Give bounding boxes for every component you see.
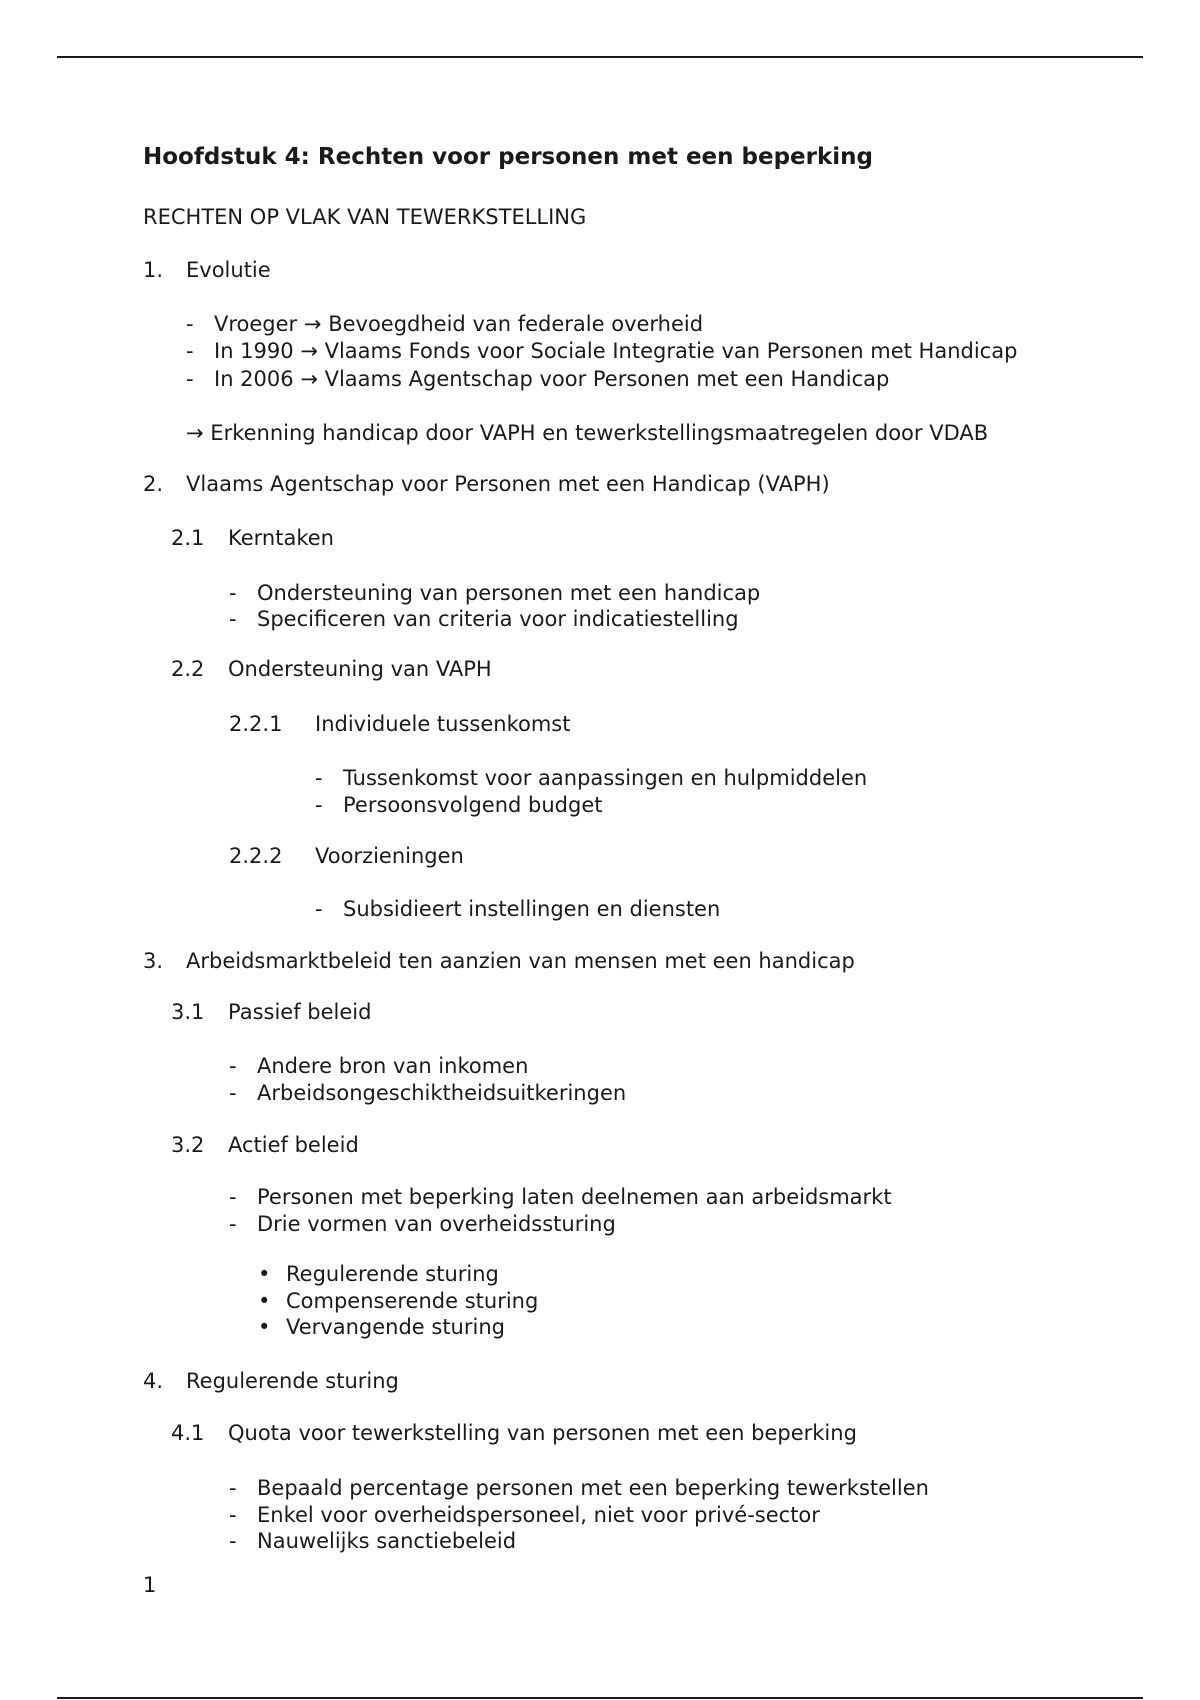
heading-text: Regulerende sturing <box>186 1369 399 1393</box>
bullet-icon: • <box>258 1315 271 1339</box>
heading-number: 3. <box>143 949 164 973</box>
heading-text: Voorzieningen <box>315 844 464 868</box>
dash-marker: - <box>229 581 237 605</box>
item-text: Ondersteuning van personen met een handicap <box>257 581 761 605</box>
list-item <box>229 1475 929 1501</box>
dash-marker: - <box>186 367 194 391</box>
item-pre: In 2006 <box>214 367 294 391</box>
dash-marker: - <box>186 312 194 336</box>
arrow-icon: → <box>186 421 204 445</box>
list-item <box>229 580 760 606</box>
list-item <box>229 1502 820 1528</box>
heading-text: Quota voor tewerkstelling van personen met een beperking <box>228 1421 857 1445</box>
item-text: Specificeren van criteria voor indicatiestelling <box>257 607 739 631</box>
item-text: Andere bron van inkomen <box>257 1054 529 1078</box>
heading-4-1 <box>171 1420 857 1446</box>
item-text: Nauwelijks sanctiebeleid <box>257 1529 517 1553</box>
arrow-icon: → <box>300 339 318 363</box>
heading-4 <box>143 1368 399 1394</box>
heading-number: 1. <box>143 258 164 282</box>
arrow-icon: → <box>300 367 318 391</box>
conclusion-text: Erkenning handicap door VAPH en tewerkstellingsmaatregelen door VDAB <box>210 421 989 445</box>
bullet-item <box>258 1288 538 1314</box>
heading-number: 4.1 <box>171 1421 205 1445</box>
item-text: Vervangende sturing <box>286 1315 505 1339</box>
list-item <box>229 1528 516 1554</box>
arrow-icon: → <box>303 312 322 336</box>
heading-2-2 <box>171 656 492 682</box>
heading-text: Actief beleid <box>228 1133 359 1157</box>
heading-number: 4. <box>143 1369 164 1393</box>
heading-number: 2.1 <box>171 526 205 550</box>
bullet-item <box>258 1314 505 1340</box>
dash-marker: - <box>229 1476 237 1500</box>
list-item <box>315 792 603 818</box>
item-text: Subsidieert instellingen en diensten <box>343 897 721 921</box>
item-text: Drie vormen van overheidssturing <box>257 1212 616 1236</box>
item-text: Personen met beperking laten deelnemen aan arbeidsmarkt <box>257 1185 892 1209</box>
dash-marker: - <box>229 1529 237 1553</box>
item-pre: Vroeger <box>214 312 298 336</box>
heading-number: 2.2.1 <box>229 712 283 736</box>
page-number: 1 <box>143 1573 157 1597</box>
dash-marker: - <box>186 339 194 363</box>
heading-text: Individuele tussenkomst <box>315 712 571 736</box>
dash-marker: - <box>229 1054 237 1078</box>
heading-1 <box>143 257 271 283</box>
heading-3 <box>143 948 855 974</box>
heading-number: 2.2 <box>171 657 205 681</box>
heading-3-2 <box>171 1132 359 1158</box>
heading-2-2-1 <box>229 711 570 737</box>
heading-text: Evolutie <box>186 258 271 282</box>
list-item <box>229 1211 616 1237</box>
item-text: Arbeidsongeschiktheidsuitkeringen <box>257 1081 627 1105</box>
heading-text: Ondersteuning van VAPH <box>228 657 492 681</box>
heading-text: Kerntaken <box>228 526 334 550</box>
item-text: Tussenkomst voor aanpassingen en hulpmiddelen <box>343 766 868 790</box>
list-item <box>229 1080 626 1106</box>
item-text: Bepaald percentage personen met een beperking tewerkstellen <box>257 1476 929 1500</box>
heading-number: 2.2.2 <box>229 844 283 868</box>
item-post: Vlaams Fonds voor Sociale Integratie van Personen met Handicap <box>324 339 1018 363</box>
list-item <box>229 1053 528 1079</box>
item-text: Regulerende sturing <box>286 1262 499 1286</box>
heading-2-1 <box>171 525 334 551</box>
item-post: Bevoegdheid van federale overheid <box>328 312 704 336</box>
list-item <box>315 896 720 922</box>
dash-marker: - <box>229 607 237 631</box>
dash-marker: - <box>229 1503 237 1527</box>
heading-number: 3.2 <box>171 1133 205 1157</box>
heading-text: Passief beleid <box>228 1000 372 1024</box>
bullet-item <box>258 1261 499 1287</box>
dash-marker: - <box>229 1081 237 1105</box>
list-item <box>186 311 703 337</box>
heading-3-1 <box>171 999 371 1025</box>
dash-marker: - <box>315 897 323 921</box>
list-item <box>229 1184 892 1210</box>
dash-marker: - <box>315 766 323 790</box>
bullet-icon: • <box>258 1262 271 1286</box>
item-post: Vlaams Agentschap voor Personen met een Handicap <box>324 367 890 391</box>
heading-2 <box>143 471 830 497</box>
chapter-title: Hoofdstuk 4: Rechten voor personen met een beperking <box>143 144 874 170</box>
dash-marker: - <box>315 793 323 817</box>
item-pre: In 1990 <box>214 339 294 363</box>
heading-number: 2. <box>143 472 164 496</box>
heading-text: Vlaams Agentschap voor Personen met een Handicap (VAPH) <box>186 472 830 496</box>
heading-2-2-2 <box>229 843 464 869</box>
top-rule <box>57 56 1143 58</box>
item-text: Enkel voor overheidspersoneel, niet voor privé-sector <box>257 1503 820 1527</box>
item-text: Persoonsvolgend budget <box>343 793 603 817</box>
conclusion-line <box>186 420 988 446</box>
section-heading: RECHTEN OP VLAK VAN TEWERKSTELLING <box>143 205 587 229</box>
list-item <box>229 606 739 632</box>
dash-marker: - <box>229 1212 237 1236</box>
dash-marker: - <box>229 1185 237 1209</box>
list-item <box>186 366 889 392</box>
bottom-rule <box>57 1697 1143 1699</box>
item-text: Compenserende sturing <box>286 1289 539 1313</box>
bullet-icon: • <box>258 1289 271 1313</box>
list-item <box>186 338 1017 364</box>
list-item <box>315 765 867 791</box>
heading-text: Arbeidsmarktbeleid ten aanzien van mensen met een handicap <box>186 949 855 973</box>
heading-number: 3.1 <box>171 1000 205 1024</box>
